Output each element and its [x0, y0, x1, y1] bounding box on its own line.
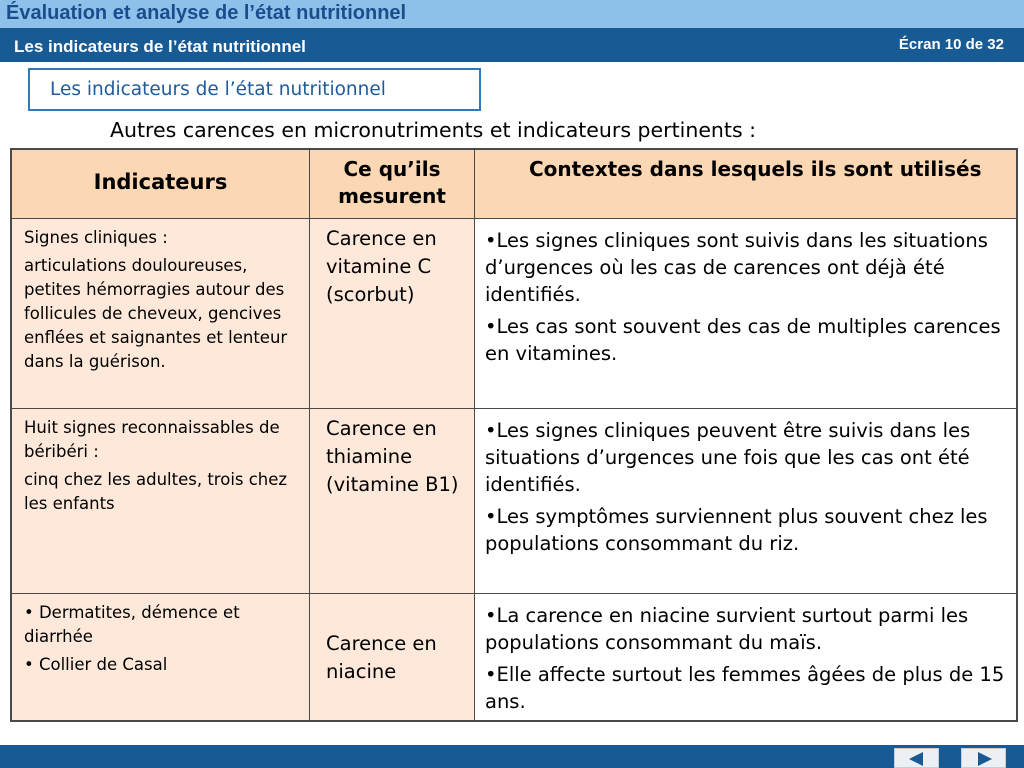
- section-bar: [0, 28, 1024, 62]
- table-row-2-contexts: [475, 409, 1016, 593]
- header-cell-measures: [310, 150, 474, 218]
- indicators-table: [10, 148, 1018, 722]
- context-bullet: •La carence en niacine survient surtout parmi les populations consommant du maïs.: [485, 604, 969, 654]
- measure-text: Carence en vitamine C (scorbut): [326, 227, 437, 306]
- triangle-right-icon: [972, 751, 996, 767]
- context-bullet: •Les cas sont souvent des cas de multiples carences en vitamines.: [485, 315, 1001, 365]
- table-row-1-measures: [310, 219, 474, 408]
- course-title-bar: [0, 0, 1024, 28]
- context-bullet: •Les symptômes surviennent plus souvent chez les populations consommant du riz.: [485, 505, 988, 555]
- section-title: Les indicateurs de l’état nutritionnel: [14, 37, 306, 56]
- table-row-2-indicators: [12, 409, 309, 593]
- header-label-indicators: Indicateurs: [93, 170, 228, 194]
- row-divider: [12, 593, 1016, 594]
- next-button[interactable]: [961, 748, 1006, 768]
- context-bullet: •Elle affecte surtout les femmes âgées de plus de 15 ans.: [485, 663, 1005, 713]
- indicator-text: • Collier de Casal: [24, 655, 168, 674]
- indicator-text: • Dermatites, démence et diarrhée: [24, 603, 240, 646]
- row-divider: [12, 218, 1016, 219]
- indicator-text: Signes cliniques :: [24, 228, 168, 247]
- measure-text: Carence en thiamine (vitamine B1): [326, 417, 459, 496]
- table-row-3-indicators: [12, 594, 309, 720]
- indicator-text: cinq chez les adultes, trois chez les enfants: [24, 470, 288, 513]
- slide-heading: Autres carences en micronutriments et indicateurs pertinents :: [110, 118, 757, 142]
- table-row-2-measures: [310, 409, 474, 593]
- topic-label: Les indicateurs de l’état nutritionnel: [50, 79, 386, 100]
- previous-button[interactable]: [894, 748, 939, 768]
- row-divider: [12, 408, 1016, 409]
- column-divider: [309, 150, 310, 720]
- measure-text: Carence en niacine: [326, 632, 437, 683]
- table-row-1-contexts: [475, 219, 1016, 408]
- course-title: Évaluation et analyse de l’état nutritionnel: [6, 2, 407, 24]
- header-label-contexts: Contextes dans lesquels ils sont utilisés: [529, 157, 982, 181]
- indicator-text: Huit signes reconnaissables de béribéri :: [24, 418, 280, 461]
- header-label-measures: Ce qu’ils mesurent: [338, 157, 446, 208]
- table-row-1-indicators: [12, 219, 309, 408]
- header-cell-contexts: [475, 150, 1016, 218]
- indicator-text: articulations douloureuses, petites hémorragies autour des follicules de cheveux, gencives enflées et saignantes et lenteur dans la guérison.: [24, 256, 288, 371]
- table-row-3-measures: [310, 594, 474, 720]
- triangle-left-icon: [905, 751, 929, 767]
- context-bullet: •Les signes cliniques peuvent être suivis dans les situations d’urgences une fois que les cas ont été identifiés.: [485, 419, 971, 496]
- column-divider: [474, 150, 475, 720]
- context-bullet: •Les signes cliniques sont suivis dans les situations d’urgences où les cas de carences ont déjà été identifiés.: [485, 229, 988, 306]
- topic-box: [28, 68, 481, 111]
- table-row-3-contexts: [475, 594, 1016, 720]
- footer-bar: [0, 745, 1024, 768]
- screen-counter: Écran 10 de 32: [898, 36, 1004, 53]
- header-cell-indicators: [12, 150, 309, 218]
